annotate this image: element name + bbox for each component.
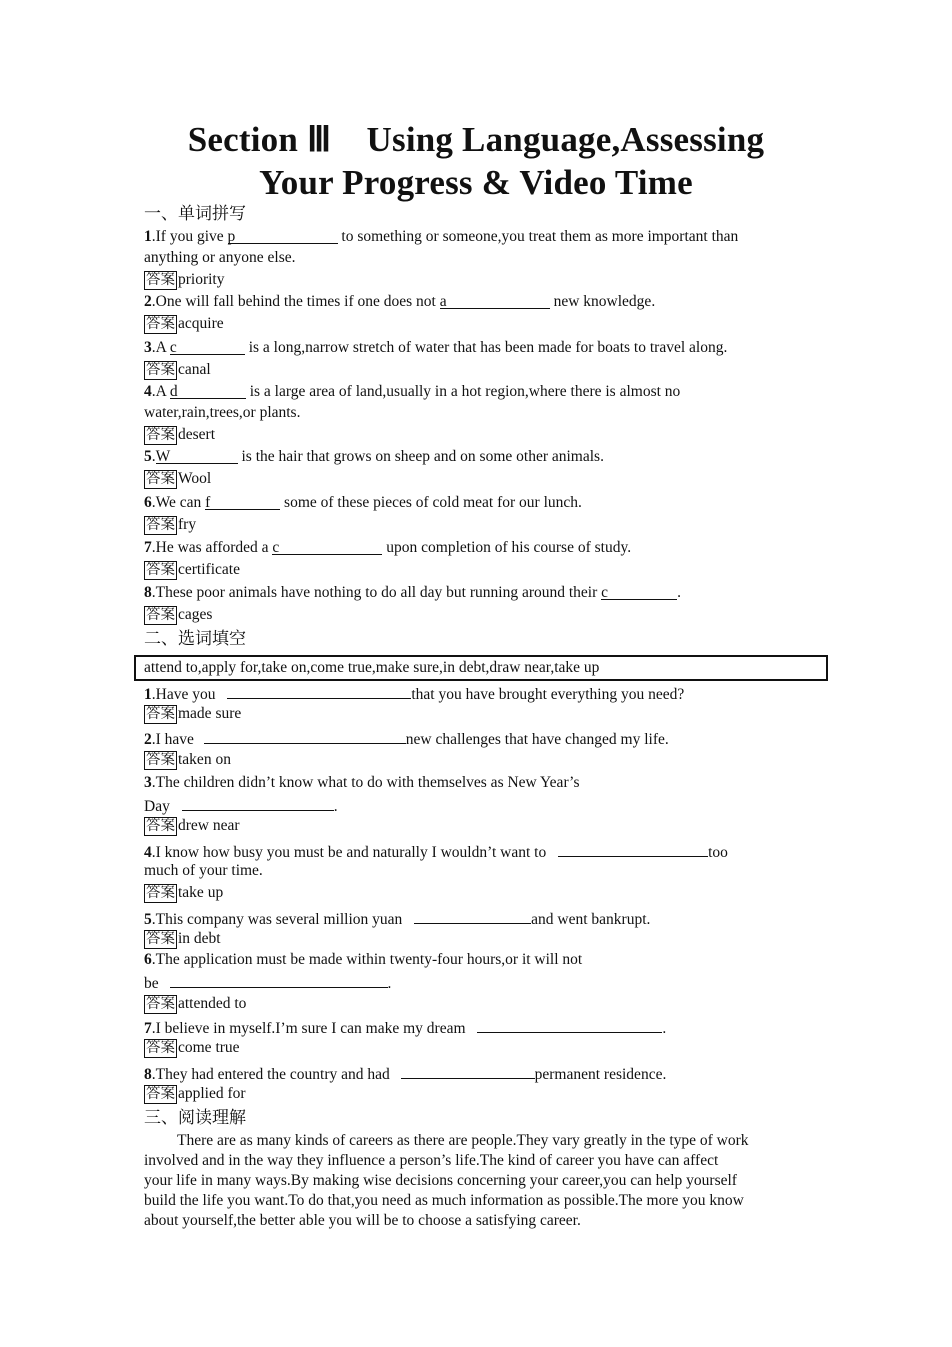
s1-question-6: 6.We can f some of these pieces of cold meat for our lunch.: [144, 494, 582, 511]
answer-label: 答案: [146, 1040, 175, 1056]
answer-blank[interactable]: W: [156, 447, 238, 464]
answer-label: 答案: [146, 885, 175, 901]
answer-blank[interactable]: [401, 1062, 535, 1079]
answer-label: 答案: [146, 607, 175, 623]
answer-blank[interactable]: [227, 682, 411, 699]
s2-question-4-cont: much of your time.: [144, 862, 263, 879]
answer-blank[interactable]: f: [205, 493, 280, 510]
reading-passage: [144, 1131, 804, 1231]
answer-blank[interactable]: c: [170, 338, 245, 355]
answer-blank[interactable]: [414, 907, 531, 924]
answer-blank[interactable]: [558, 840, 708, 857]
answer-blank[interactable]: c: [272, 538, 382, 555]
s2-question-2: 2.I have new challenges that have changed my life.: [144, 727, 669, 750]
passage-line: There are as many kinds of careers as there are people.They vary greatly in the type of work: [177, 1132, 749, 1149]
answer-blank[interactable]: d: [170, 382, 246, 399]
answer-label: 答案: [146, 517, 175, 533]
s1-answer-3: 答案 canal: [146, 361, 211, 378]
section1-heading: 一、单词拼写: [144, 204, 246, 224]
answer-label: 答案: [146, 752, 175, 768]
answer-label: 答案: [146, 427, 175, 443]
s2-answer-1: 答案 made sure: [146, 705, 242, 722]
s2-answer-7: 答案 come true: [146, 1039, 240, 1056]
s1-answer-7: 答案 certificate: [146, 561, 240, 578]
answer-label: 答案: [146, 272, 175, 288]
s2-question-6-cont: be .: [144, 971, 391, 994]
answer-label: 答案: [146, 362, 175, 378]
passage-line: build the life you want.To do that,you need as much information as possible.The more you know: [144, 1192, 744, 1209]
s2-answer-3: 答案 drew near: [146, 817, 240, 834]
s1-question-4-cont: water,rain,trees,or plants.: [144, 404, 301, 421]
s1-answer-4: 答案 desert: [146, 426, 216, 443]
section2-heading: 二、选词填空: [144, 629, 246, 649]
passage-line: your life in many ways.By making wise decisions concerning your career,you can help yourself: [144, 1172, 737, 1189]
answer-label: 答案: [146, 1086, 175, 1102]
s2-answer-6: 答案 attended to: [146, 995, 247, 1012]
s2-answer-4: 答案 take up: [146, 884, 224, 901]
s2-answer-5: 答案 in debt: [146, 930, 221, 947]
s1-question-1-cont: anything or anyone else.: [144, 249, 296, 266]
answer-label: 答案: [146, 931, 175, 947]
passage-line: about yourself,the better able you will be to choose a satisfying career.: [144, 1212, 581, 1229]
s2-question-8: 8.They had entered the country and had permanent residence.: [144, 1062, 666, 1085]
s2-question-5: 5.This company was several million yuan and went bankrupt.: [144, 907, 650, 930]
s1-answer-5: 答案 Wool: [146, 470, 212, 487]
s1-answer-1: 答案 priority: [146, 271, 225, 288]
s2-question-7: 7.I believe in myself.I’m sure I can make my dream .: [144, 1016, 666, 1039]
s1-answer-8: 答案 cages: [146, 606, 213, 623]
answer-label: 答案: [146, 818, 175, 834]
s2-question-3-cont: Day .: [144, 794, 338, 817]
answer-label: 答案: [146, 316, 175, 332]
word-bank-box: attend to,apply for,take on,come true,make sure,in debt,draw near,take up: [134, 655, 828, 681]
s2-question-6: 6.The application must be made within twenty-four hours,or it will not: [144, 951, 583, 968]
s1-question-8: 8.These poor animals have nothing to do all day but running around their c .: [144, 584, 682, 601]
s1-question-4: 4.A d is a large area of land,usually in a hot region,where there is almost no: [144, 383, 681, 400]
s2-question-1: 1.Have you that you have brought everything you need?: [144, 682, 684, 705]
answer-label: 答案: [146, 471, 175, 487]
answer-blank[interactable]: [204, 727, 406, 744]
s2-question-4: 4.I know how busy you must be and naturally I wouldn’t want to too: [144, 840, 728, 863]
answer-blank[interactable]: p: [228, 227, 338, 244]
title-line-2: Your Progress & Video Time: [259, 163, 693, 202]
answer-label: 答案: [146, 562, 175, 578]
section3-heading: 三、阅读理解: [144, 1108, 246, 1128]
s2-answer-2: 答案 taken on: [146, 751, 231, 768]
answer-label: 答案: [146, 996, 175, 1012]
passage-line: involved and in the way they influence a person’s life.The kind of career you have can affect: [144, 1152, 719, 1169]
answer-blank[interactable]: [170, 971, 388, 988]
s2-answer-8: 答案 applied for: [146, 1085, 246, 1102]
s1-question-7: 7.He was afforded a c upon completion of his course of study.: [144, 539, 632, 556]
s1-question-2: 2.One will fall behind the times if one does not a new knowledge.: [144, 293, 656, 310]
answer-label: 答案: [146, 706, 175, 722]
s1-answer-2: 答案 acquire: [146, 315, 224, 332]
answer-blank[interactable]: a: [440, 292, 550, 309]
s1-question-5: 5.W is the hair that grows on sheep and on some other animals.: [144, 448, 604, 465]
title-line-1: Section Ⅲ Using Language,Assessing: [187, 120, 765, 159]
s1-answer-6: 答案 fry: [146, 516, 197, 533]
answer-blank[interactable]: [477, 1016, 662, 1033]
answer-blank[interactable]: c: [601, 583, 677, 600]
s1-question-3: 3.A c is a long,narrow stretch of water that has been made for boats to travel along.: [144, 339, 728, 356]
s1-question-1: 1.If you give p to something or someone,you treat them as more important than: [144, 228, 739, 245]
s2-question-3: 3.The children didn’t know what to do with themselves as New Year’s: [144, 774, 580, 791]
answer-blank[interactable]: [182, 794, 334, 811]
